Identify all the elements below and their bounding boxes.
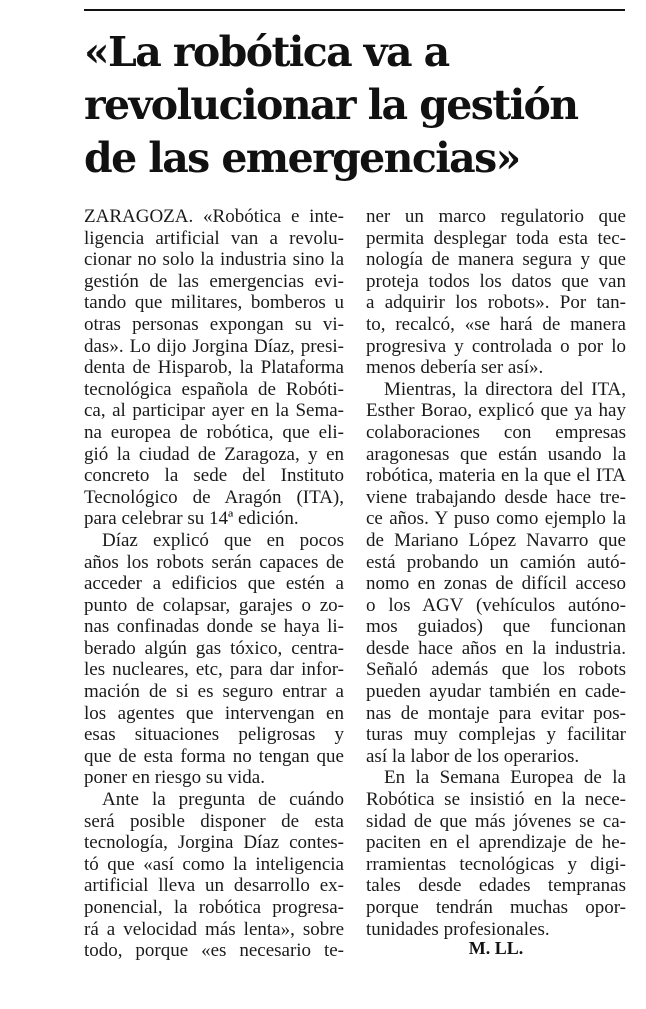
text-line: está probando un camión autó- — [366, 551, 626, 573]
article-headline — [84, 26, 629, 185]
text-line: esas situaciones peligrosas y — [84, 724, 344, 746]
text-line: de Mariano López Navarro que — [366, 529, 626, 551]
text-line: permita desplegar toda esta tec- — [366, 227, 626, 249]
text-line: mación de si es seguro entrar a — [84, 681, 344, 703]
text-line: tó que «así como la inteligencia — [84, 853, 344, 875]
text-line: tecnológica española de Robóti- — [84, 378, 344, 400]
text-line: progresiva y controlada o por lo — [366, 335, 626, 357]
text-line: porque tendrán muchas opor- — [366, 897, 626, 918]
text-line: mos guiados) que funcionan — [366, 616, 626, 638]
text-line: to, recalcó, «se hará de manera — [366, 313, 626, 335]
text-line: turas muy complejas y facilitar — [366, 724, 626, 746]
text-line: para celebrar su 14ª edición. — [84, 508, 299, 530]
text-line: ner un marco regulatorio que — [366, 206, 626, 227]
text-line: tunidades profesionales. — [366, 918, 550, 940]
text-line: proteja todos los datos que van — [366, 270, 626, 292]
text-line: poner en riesgo su vida. — [84, 767, 265, 789]
text-line: acceder a edificios que estén a — [84, 573, 344, 595]
article-column-right — [366, 206, 626, 940]
text-line: tecnología, Jorgina Díaz contes- — [84, 832, 344, 854]
text-line: das». Lo dijo Jorgina Díaz, presi- — [84, 335, 344, 357]
article-column-left — [84, 206, 344, 962]
text-line: nomo en zonas de difícil acceso — [366, 573, 626, 595]
text-line: ca, al participar ayer en la Sema- — [84, 400, 344, 422]
text-line: denta de Hisparob, la Plataforma — [84, 357, 344, 379]
text-line: artificial lleva un desarrollo ex- — [84, 875, 344, 897]
text-line: Tecnológico de Aragón (ITA), — [84, 486, 344, 508]
text-line: ce años. Y puso como ejemplo la — [366, 508, 626, 530]
text-line: les nucleares, etc, para dar infor- — [84, 659, 344, 681]
text-line: o los AGV (vehículos autóno- — [366, 594, 626, 616]
text-line: ZARAGOZA. «Robótica e inte- — [84, 206, 344, 227]
text-line: Ante la pregunta de cuándo — [102, 789, 344, 811]
text-line: a adquirir los robots». Por tan- — [366, 292, 626, 314]
text-line: pueden ayudar también en cade- — [366, 681, 626, 703]
text-line: los agentes que intervengan en — [84, 702, 344, 724]
text-line: aragonesas que están usando la — [366, 443, 626, 465]
text-line: sidad de que más jóvenes se ca- — [366, 810, 626, 832]
headline-line: revolucionar la gestión — [84, 81, 578, 129]
text-line: punto de colapsar, garajes o zo- — [84, 594, 344, 616]
text-line: nas confinadas donde se haya li- — [84, 616, 344, 638]
top-rule — [84, 9, 625, 11]
text-line: ponencial, la robótica progresa- — [84, 897, 344, 918]
headline-line: «La robótica va a — [84, 28, 449, 76]
headline-line: de las emergencias» — [84, 134, 520, 182]
text-line: Robótica se insistió en la nece- — [366, 789, 626, 811]
text-line: na europea de robótica, que eli- — [84, 421, 344, 443]
text-line: robótica, materia en la que el ITA — [366, 465, 626, 487]
text-line: berado algún gas tóxico, centra- — [84, 637, 344, 659]
text-line: años los robots serán capaces de — [84, 551, 344, 573]
text-line: gestión de las emergencias evi- — [84, 270, 344, 292]
text-line: todo, porque «es necesario te- — [84, 940, 344, 962]
text-line: Díaz explicó que en pocos — [102, 529, 344, 551]
text-line: tando que militares, bomberos u — [84, 292, 344, 314]
text-line: paciten en el aprendizaje de he- — [366, 832, 626, 854]
text-line: Esther Borao, explicó que ya hay — [366, 400, 626, 422]
text-line: nología de manera segura y que — [366, 249, 626, 271]
text-line: gió la ciudad de Zaragoza, y en — [84, 443, 344, 465]
text-line: rramientas tecnológicas y digi- — [366, 853, 626, 875]
text-line: Mientras, la directora del ITA, — [384, 378, 626, 400]
text-line: concreto la sede del Instituto — [84, 465, 344, 487]
text-line: ligencia artificial van a revolu- — [84, 227, 344, 249]
text-line: nas de montaje para evitar pos- — [366, 702, 626, 724]
text-line: rá a velocidad más lenta», sobre — [84, 918, 344, 940]
text-line: que de esta forma no tengan que — [84, 745, 344, 767]
text-line: otras personas expongan su vi- — [84, 313, 344, 335]
text-line: Señaló además que los robots — [366, 659, 626, 681]
text-line: viene trabajando desde hace tre- — [366, 486, 626, 508]
text-line: así la labor de los operarios. — [366, 745, 580, 767]
text-line: tales desde edades tempranas — [366, 875, 626, 897]
text-line: colaboraciones con empresas — [366, 421, 626, 443]
text-line: será posible disponer de esta — [84, 810, 344, 832]
text-line: En la Semana Europea de la — [384, 767, 626, 789]
text-line: desde hace años en la industria. — [366, 637, 626, 659]
text-line: cionar no solo la industria sino la — [84, 249, 344, 271]
author-signature: M. LL. — [468, 938, 524, 958]
text-line: menos debería ser así». — [366, 357, 544, 379]
